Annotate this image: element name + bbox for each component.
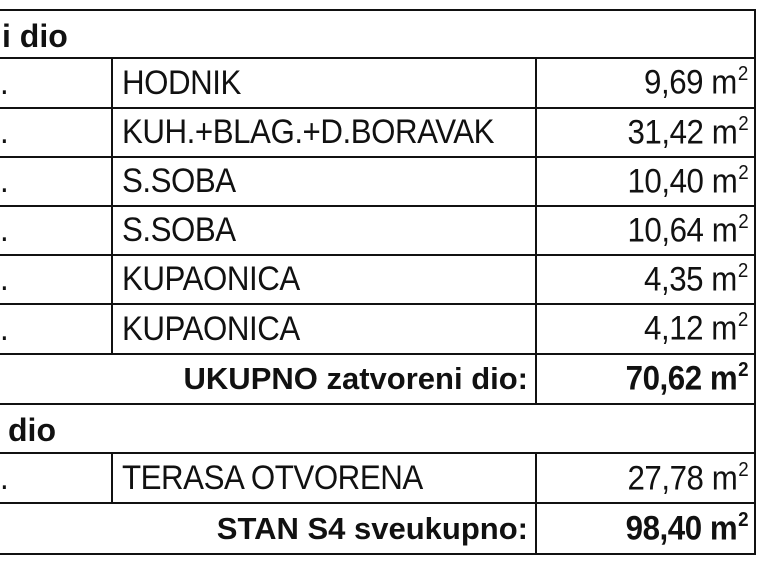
room-area: 4,35 m xyxy=(644,260,738,299)
rule-top xyxy=(0,9,755,11)
row-number: . xyxy=(0,63,9,102)
room-area: 10,40 m xyxy=(627,162,738,201)
row-number: . xyxy=(0,260,9,298)
area-unit-exponent: 2 xyxy=(738,508,748,531)
area-unit-exponent: 2 xyxy=(738,458,748,481)
grand-total-label: STAN S4 sveukupno: xyxy=(216,510,528,546)
row-number: . xyxy=(0,309,9,348)
room-name: TERASA OTVORENA xyxy=(122,459,423,497)
room-name: KUPAONICA xyxy=(122,309,300,348)
open-section-title: dio xyxy=(8,411,56,448)
rule-col-divider xyxy=(535,57,537,405)
area-unit-exponent: 2 xyxy=(738,210,748,233)
room-name: KUPAONICA xyxy=(122,260,300,298)
rule-col-divider xyxy=(111,452,113,504)
rule xyxy=(0,403,755,405)
closed-total-label: UKUPNO zatvoreni dio: xyxy=(183,361,528,396)
rule xyxy=(0,107,755,109)
table-row xyxy=(0,108,758,157)
closed-total-row xyxy=(0,354,758,404)
grand-total-row xyxy=(0,503,758,554)
rule-bottom xyxy=(0,553,755,555)
table-row xyxy=(0,255,758,304)
row-number: . xyxy=(0,162,9,200)
table-row xyxy=(0,454,758,503)
room-name: S.SOBA xyxy=(122,211,236,249)
table-row xyxy=(0,304,758,354)
area-unit-exponent: 2 xyxy=(738,359,748,382)
row-number: . xyxy=(0,211,9,249)
rule-col-divider xyxy=(111,57,113,355)
rule xyxy=(0,205,755,207)
rule xyxy=(0,353,755,355)
area-unit-exponent: 2 xyxy=(738,161,748,184)
room-name: S.SOBA xyxy=(122,162,236,200)
room-area: 10,64 m xyxy=(627,211,738,250)
table-row xyxy=(0,58,758,108)
table-row xyxy=(0,206,758,255)
room-area: 4,12 m xyxy=(644,309,738,348)
room-area: 27,78 m xyxy=(627,459,738,498)
area-unit-exponent: 2 xyxy=(738,309,748,332)
closed-total-area: 70,62 m xyxy=(625,359,738,398)
rule xyxy=(0,57,755,59)
area-unit-exponent: 2 xyxy=(738,259,748,282)
row-number: . xyxy=(0,459,9,497)
room-area: 31,42 m xyxy=(627,113,738,152)
room-name: HODNIK xyxy=(122,63,241,102)
rule xyxy=(0,156,755,158)
rule-right xyxy=(754,9,756,555)
closed-section-title: i dio xyxy=(2,17,68,54)
room-area: 9,69 m xyxy=(644,63,738,102)
rule xyxy=(0,452,755,454)
room-name: KUH.+BLAG.+D.BORAVAK xyxy=(122,113,495,151)
rule xyxy=(0,303,755,305)
rule-col-divider xyxy=(535,452,537,555)
rule xyxy=(0,254,755,256)
table-row xyxy=(0,157,758,206)
area-unit-exponent: 2 xyxy=(738,63,748,86)
row-number: . xyxy=(0,113,9,151)
rule xyxy=(0,502,755,504)
area-unit-exponent: 2 xyxy=(738,112,748,135)
grand-total-area: 98,40 m xyxy=(625,509,738,548)
